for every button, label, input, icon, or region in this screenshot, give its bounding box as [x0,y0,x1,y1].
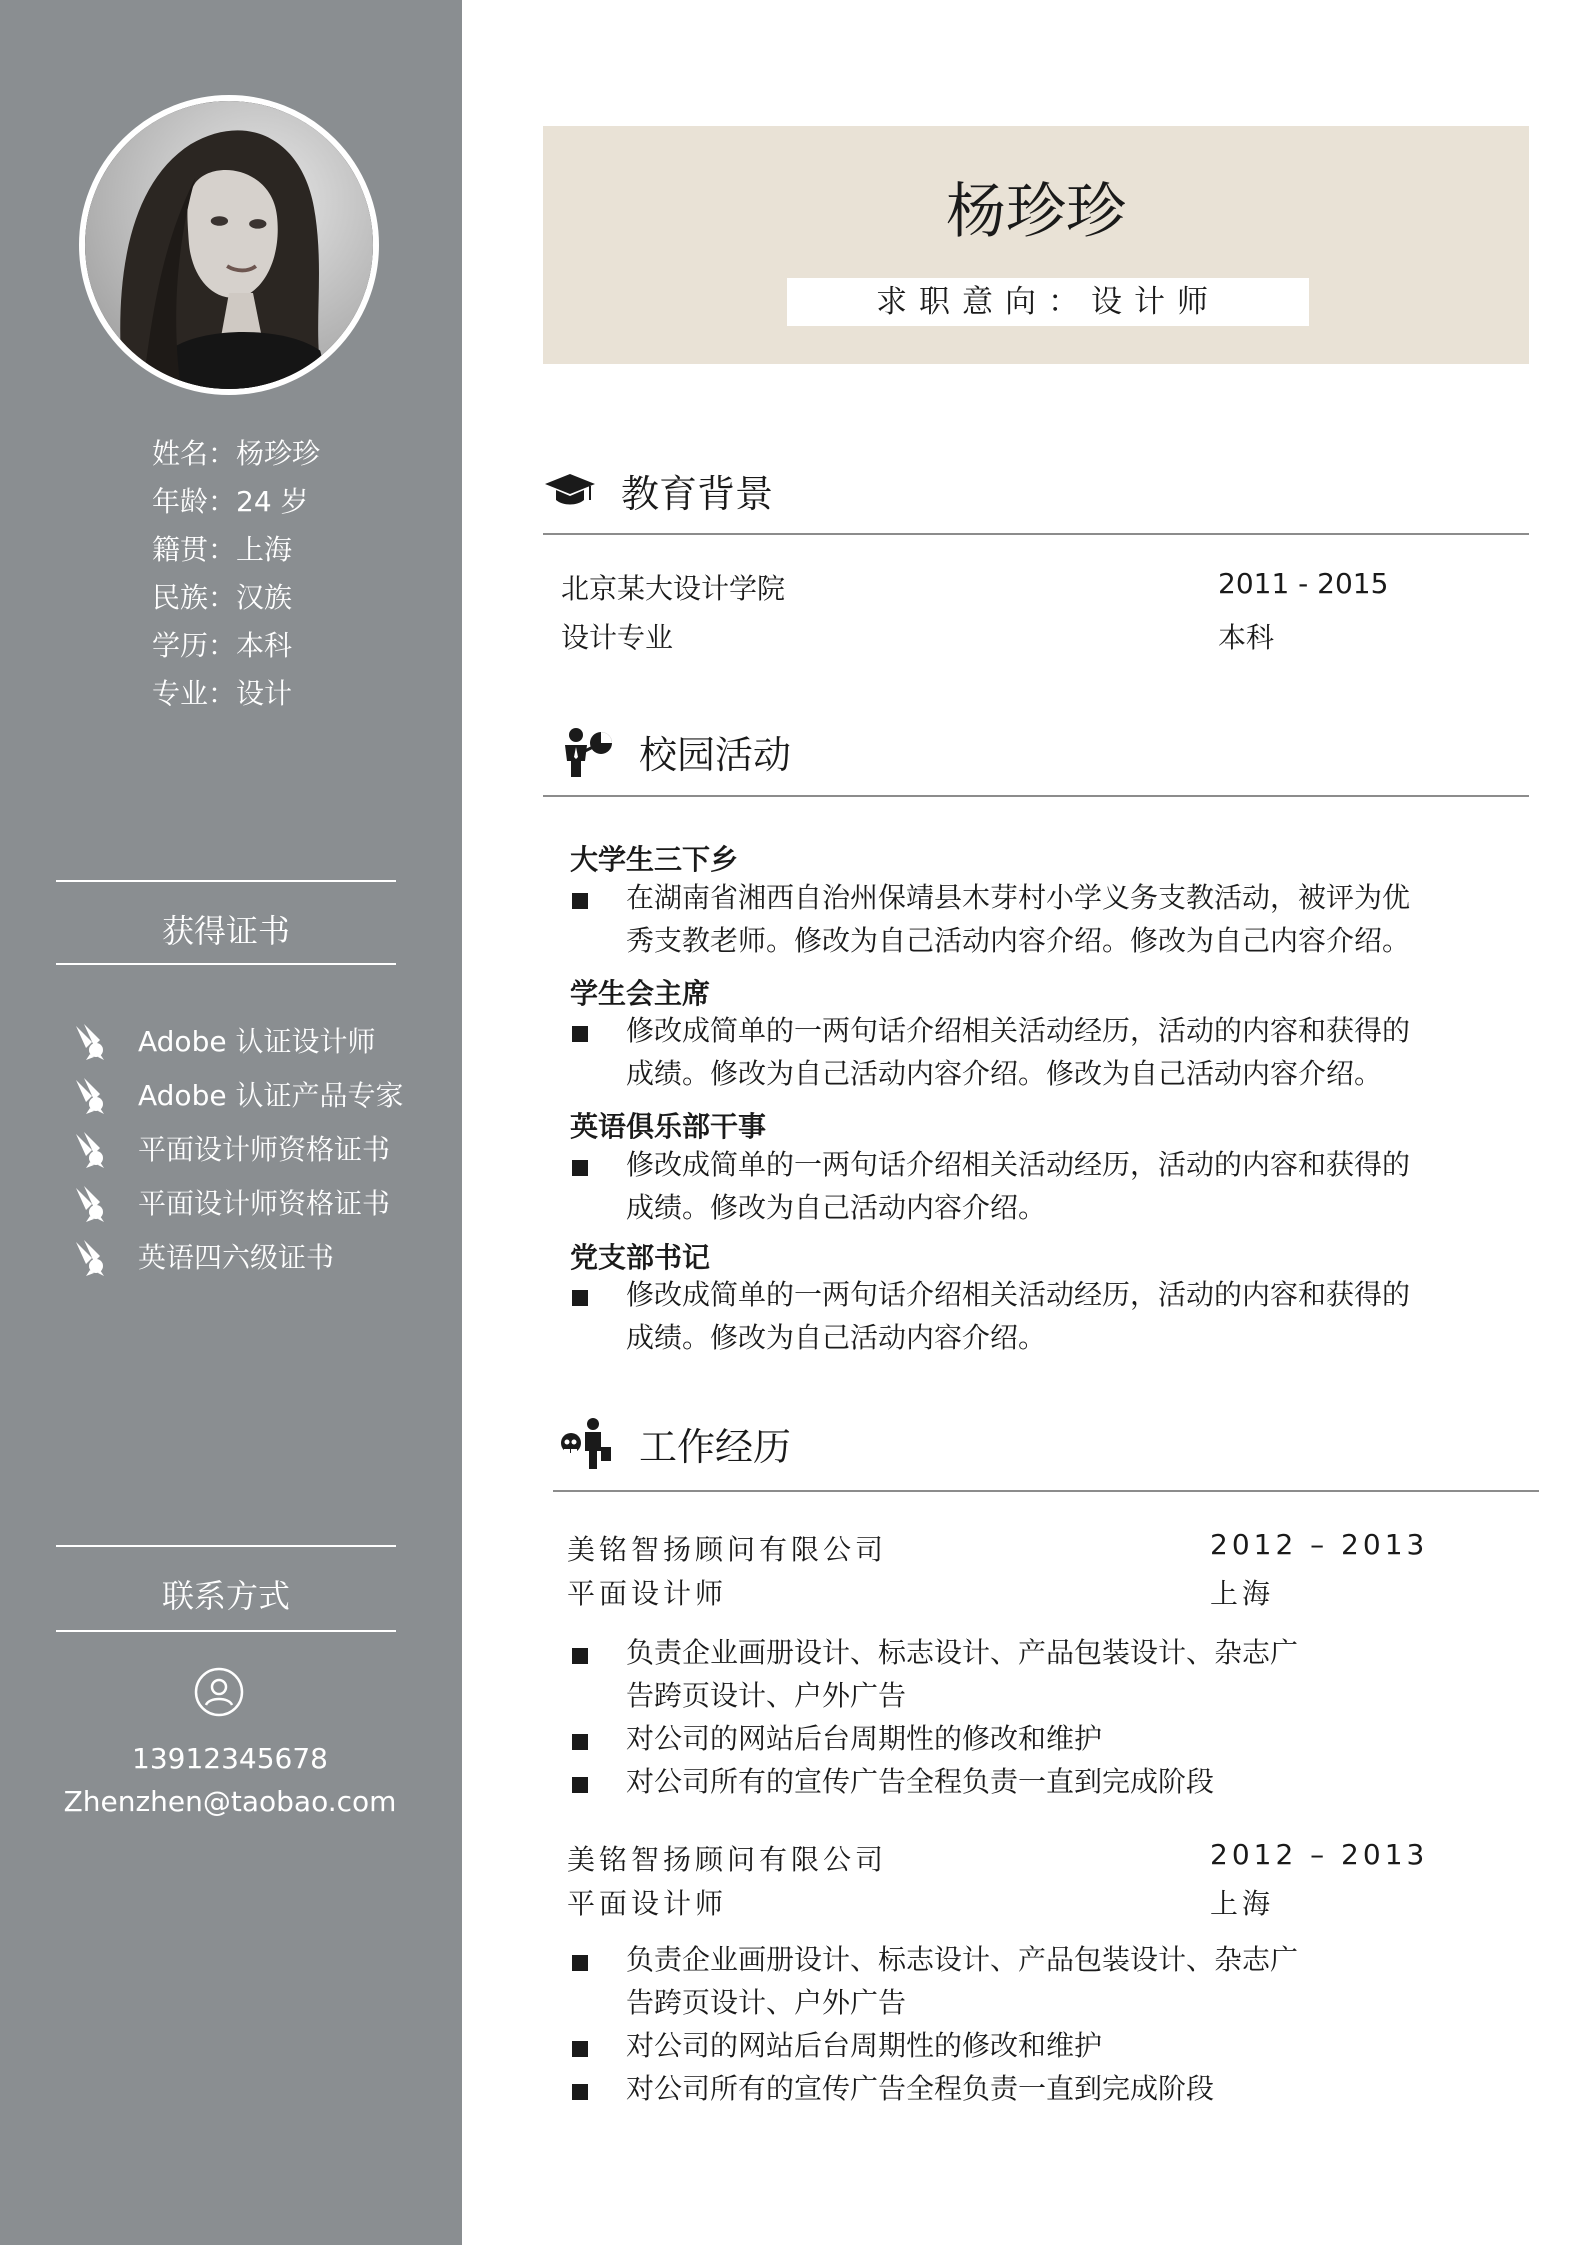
info-label: 姓名： [152,437,237,470]
info-ethnicity [152,574,320,622]
bullet [572,1955,588,1971]
info-value: 杨珍珍 [236,437,321,470]
desc-line: 在湖南省湘西自治州保靖县木芽村小学义务支教活动，被评为优 [626,881,1411,914]
duty-line: 负责企业画册设计、标志设计、产品包装设计、杂志广 [626,1636,1299,1669]
campus-role: 英语俱乐部干事 [570,1110,767,1143]
edu-period: 2011 - 2015 [1218,567,1389,600]
info-value: 设计 [236,677,293,710]
work-rule [553,1490,1539,1492]
job-duty [626,1938,1446,2024]
candidate-name: 杨珍珍 [946,177,1126,247]
bullet [572,1734,588,1750]
info-value: 汉族 [236,581,293,614]
sidebar [0,0,462,2245]
education-rule [543,533,1529,535]
edu-school: 北京某大设计学院 [561,572,786,605]
graduation-cap-icon [543,464,597,518]
info-age [152,478,320,526]
info-major [152,670,320,718]
job-duty [626,2067,1446,2110]
bullet [572,1026,588,1042]
cert-text: 平面设计师资格证书 [138,1133,391,1166]
duty-line: 对公司的网站后台周期性的修改和维护 [626,2029,1103,2062]
ribbon-award-icon [70,1182,110,1222]
info-label: 民族： [152,581,237,614]
campus-desc [626,1009,1446,1095]
work-title: 工作经历 [639,1425,792,1469]
duty-line: 对公司所有的宣传广告全程负责一直到完成阶段 [626,1765,1215,1798]
campus-desc [626,1273,1446,1359]
bullet [572,1160,588,1176]
avatar [79,95,379,395]
campus-rule [543,795,1529,797]
campus-title: 校园活动 [639,733,792,777]
bullet [572,893,588,909]
duty-line: 对公司的网站后台周期性的修改和维护 [626,1722,1103,1755]
contact-divider-bottom [56,1630,396,1632]
contact-email[interactable]: Zhenzhen@taobao.com [63,1785,397,1818]
cert-list [70,1013,403,1283]
campus-role: 学生会主席 [570,977,711,1010]
job-period: 2012 – 2013 [1210,1528,1429,1561]
cert-item [70,1013,403,1067]
bullet [572,2084,588,2100]
edu-degree: 本科 [1218,621,1275,654]
personal-info [152,430,320,718]
job-location: 上海 [1210,1887,1275,1920]
job-duty [626,1717,1446,1760]
info-value: 24 岁 [236,485,309,518]
info-label: 专业： [152,677,237,710]
job-duty [626,1631,1446,1717]
cert-item [70,1175,403,1229]
cert-text: Adobe 认证产品专家 [138,1079,404,1112]
cert-divider-top [56,880,396,882]
job-location: 上海 [1210,1577,1275,1610]
info-label: 籍贯： [152,533,237,566]
desc-line: 秀支教老师。修改为自己活动内容介绍。修改为自己内容介绍。 [626,924,1411,957]
header-box [543,126,1529,364]
contact-section-title: 联系方式 [161,1577,290,1615]
contact-divider-top [56,1545,396,1547]
campus-desc [626,1143,1446,1229]
education-title: 教育背景 [621,472,774,516]
desc-line: 修改成简单的一两句话介绍相关活动经历，活动的内容和获得的 [626,1278,1411,1311]
campus-desc [626,876,1446,962]
job-company: 美铭智扬顾问有限公司 [567,1533,888,1566]
job-intent: 求职意向：设计师 [787,278,1309,326]
cert-item [70,1121,403,1175]
duty-line: 负责企业画册设计、标志设计、产品包装设计、杂志广 [626,1943,1299,1976]
cert-item [70,1067,403,1121]
duty-line: 对公司所有的宣传广告全程负责一直到完成阶段 [626,2072,1215,2105]
job-period: 2012 – 2013 [1210,1838,1429,1871]
bullet [572,1648,588,1664]
ribbon-award-icon [70,1074,110,1114]
job-duty [626,1760,1446,1803]
job-duty [626,2024,1446,2067]
campus-header [561,724,791,779]
portrait-photo [85,101,373,389]
campus-role: 大学生三下乡 [570,843,739,876]
bullet [572,1777,588,1793]
cert-text: 英语四六级证书 [138,1241,335,1274]
cert-text: Adobe 认证设计师 [138,1025,376,1058]
info-label: 年龄： [152,485,237,518]
presenter-icon [561,725,615,779]
cert-divider-bottom [56,963,396,965]
info-value: 本科 [236,629,293,662]
bullet [572,1290,588,1306]
work-header [561,1416,791,1471]
cert-text: 平面设计师资格证书 [138,1187,391,1220]
edu-major: 设计专业 [561,621,674,654]
info-label: 学历： [152,629,237,662]
user-circle-icon [194,1667,244,1717]
job-position: 平面设计师 [567,1577,728,1610]
desc-line: 成绩。修改为自己活动内容介绍。修改为自己活动内容介绍。 [626,1057,1383,1090]
info-value: 上海 [236,533,293,566]
desc-line: 修改成简单的一两句话介绍相关活动经历，活动的内容和获得的 [626,1148,1411,1181]
contact-phone[interactable]: 13912345678 [132,1742,328,1775]
team-leader-icon [561,1417,615,1471]
campus-role: 党支部书记 [570,1241,711,1274]
cert-item [70,1229,403,1283]
info-hometown [152,526,320,574]
job-company: 美铭智扬顾问有限公司 [567,1843,888,1876]
info-education [152,622,320,670]
desc-line: 成绩。修改为自己活动内容介绍。 [626,1321,1047,1354]
job-position: 平面设计师 [567,1887,728,1920]
ribbon-award-icon [70,1128,110,1168]
ribbon-award-icon [70,1020,110,1060]
duty-line: 告跨页设计、户外广告 [626,1986,907,2019]
duty-line: 告跨页设计、户外广告 [626,1679,907,1712]
info-name [152,430,320,478]
education-header [543,463,773,518]
desc-line: 成绩。修改为自己活动内容介绍。 [626,1191,1047,1224]
bullet [572,2041,588,2057]
ribbon-award-icon [70,1236,110,1276]
desc-line: 修改成简单的一两句话介绍相关活动经历，活动的内容和获得的 [626,1014,1411,1047]
cert-section-title: 获得证书 [161,912,290,950]
